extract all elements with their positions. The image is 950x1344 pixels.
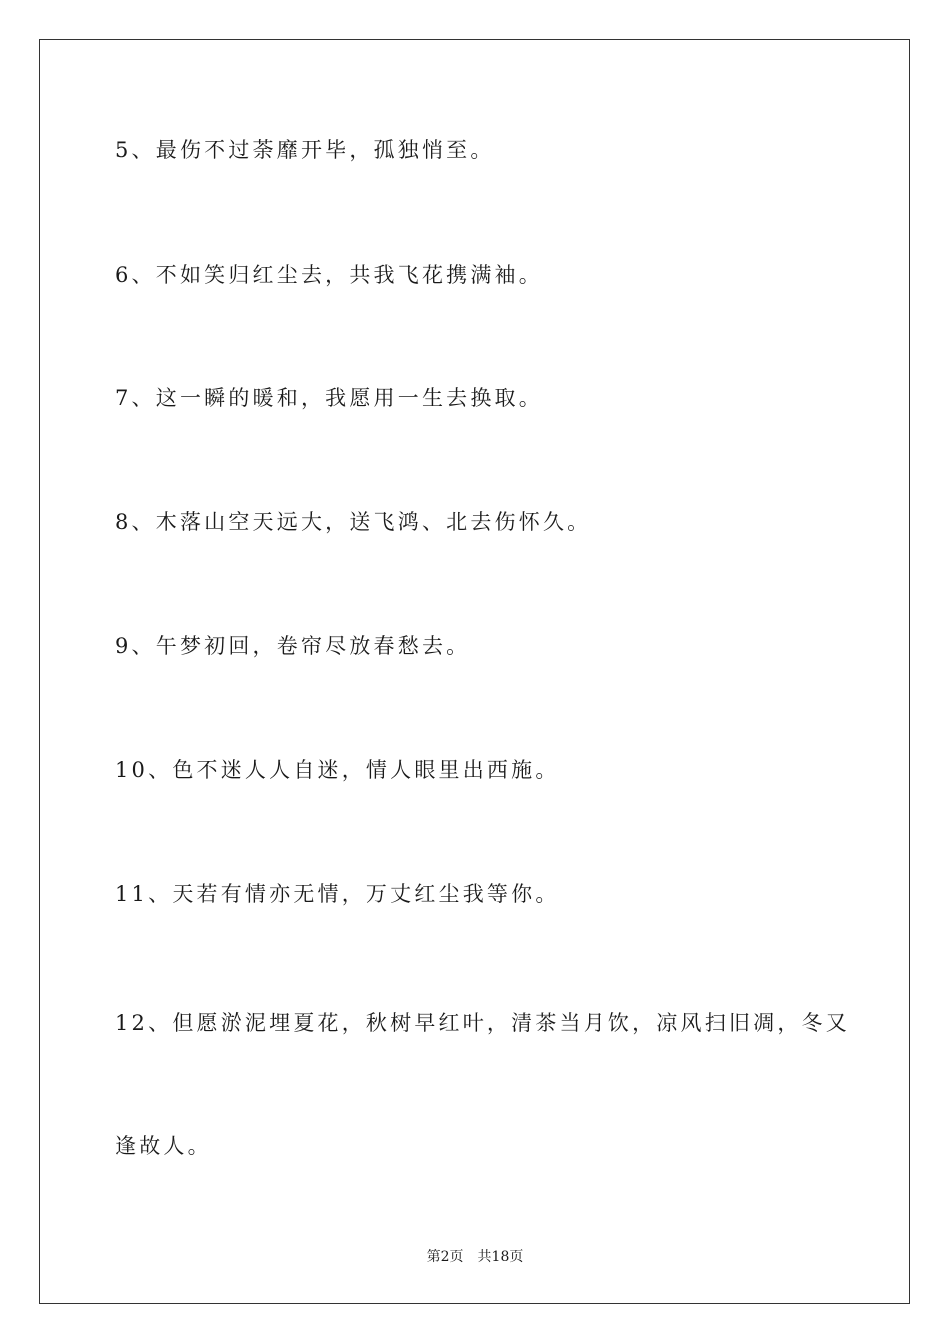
text-line-8: 8、木落山空天远大，送飞鸿、北去伤怀久。 [115, 510, 592, 534]
text-line-12-continued: 逢故人。 [115, 1134, 212, 1158]
text-line-11: 11、天若有情亦无情，万丈红尘我等你。 [115, 882, 560, 906]
text-line-9: 9、午梦初回，卷帘尽放春愁去。 [115, 634, 471, 658]
page-number-footer: 第2页 共18页 [426, 1249, 524, 1265]
text-line-7: 7、这一瞬的暖和，我愿用一生去换取。 [115, 386, 543, 410]
text-line-12: 12、但愿淤泥埋夏花，秋树早红叶，清茶当月饮，凉风扫旧凋，冬又 [115, 1011, 850, 1035]
text-line-5: 5、最伤不过荼靡开毕，孤独悄至。 [115, 138, 495, 162]
text-line-6: 6、不如笑归红尘去，共我飞花携满袖。 [115, 263, 543, 287]
text-line-10: 10、色不迷人人自迷，情人眼里出西施。 [115, 758, 560, 782]
page-border [39, 39, 910, 1304]
